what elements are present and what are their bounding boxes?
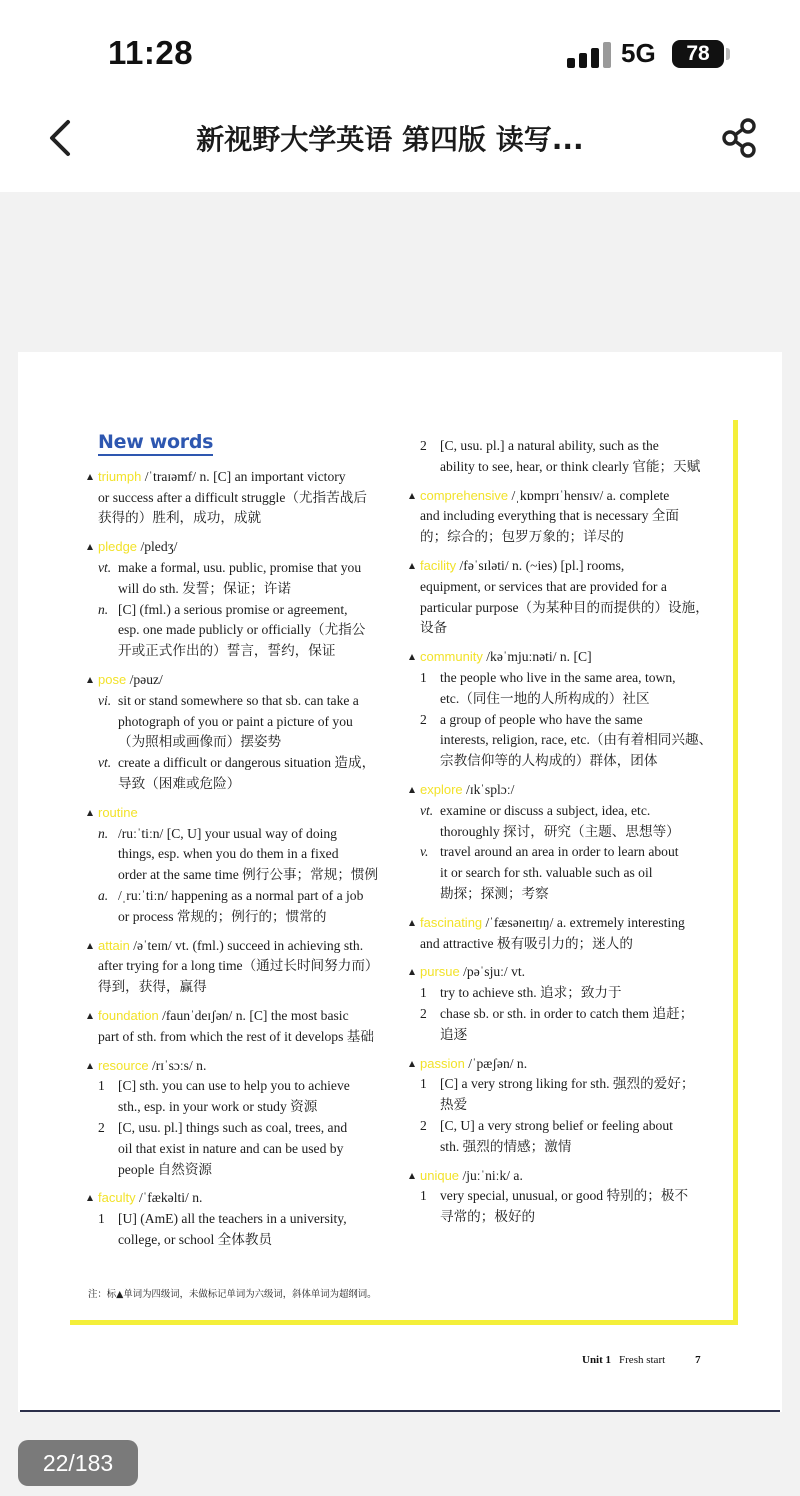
- part-of-speech: vt.: [98, 559, 112, 575]
- definition-text: [U] (AmE) all the teachers in a university,: [118, 1211, 347, 1227]
- definition-text: /ɪkˈsplɔː/: [462, 781, 515, 797]
- word-entry: [408, 556, 730, 639]
- headword-line: [86, 803, 398, 824]
- battery-icon: 78: [672, 40, 724, 68]
- definition-text: /fəˈsɪləti/ n. (~ies) [pl.] rooms,: [456, 557, 625, 573]
- definition-line: 导致（困难或危险）: [118, 775, 241, 791]
- triangle-marker-icon: [409, 920, 415, 926]
- sense-line: [86, 886, 398, 907]
- page-number: 7: [695, 1354, 701, 1366]
- sense-line: [408, 1074, 730, 1095]
- headword-line: [86, 537, 398, 558]
- part-of-speech: a.: [98, 887, 109, 903]
- definition-text: /pəˈsjuː/ vt.: [459, 964, 526, 980]
- headword: pose: [98, 671, 127, 687]
- sense-number: 1: [98, 1078, 105, 1094]
- sense-number: 2: [98, 1119, 105, 1135]
- headword: unique: [420, 1167, 460, 1183]
- definition-line: 得到，获得，赢得: [98, 979, 207, 995]
- status-bar: [0, 0, 800, 100]
- headword: comprehensive: [420, 487, 509, 503]
- headword: foundation: [98, 1007, 159, 1023]
- definition-line: 宗教信仰等的人构成的）群体，团体: [440, 753, 658, 769]
- word-entry: [86, 803, 398, 928]
- headword-line: [408, 913, 730, 934]
- definition-line: （为照相或画像而）摆姿势: [118, 734, 282, 750]
- word-entry: [408, 647, 730, 772]
- definition-text: /pledʒ/: [137, 539, 178, 555]
- definition-text: [C, U] a very strong belief or feeling about: [440, 1117, 673, 1133]
- page-frame-bottom: [70, 1320, 738, 1325]
- sense-number: 1: [420, 669, 427, 685]
- definition-text: /ˈpæʃən/ n.: [464, 1055, 528, 1071]
- word-entry: [86, 467, 398, 529]
- headword: passion: [420, 1055, 465, 1071]
- definition-line: esp. one made publicly or officially（尤指公: [118, 622, 366, 638]
- definition-text: /ˌruːˈtiːn/ happening as a normal part of a job: [118, 887, 364, 903]
- definition-text: the people who live in the same area, town,: [440, 669, 676, 685]
- definition-line: interests, religion, race, etc.（由有着相同兴趣、: [440, 732, 713, 748]
- chevron-left-icon: [42, 116, 82, 160]
- headword-line: [408, 962, 730, 983]
- definition-line: sth., esp. in your work or study 资源: [118, 1099, 318, 1115]
- back-button[interactable]: [42, 116, 82, 160]
- triangle-marker-icon: [87, 810, 93, 816]
- left-column: [86, 432, 398, 1259]
- triangle-marker-icon: [409, 1173, 415, 1179]
- sense-number: 2: [420, 1005, 427, 1021]
- headword-line: [86, 467, 398, 488]
- triangle-marker-icon: [409, 493, 415, 499]
- definition-text: /ˈfækəlti/ n.: [135, 1190, 203, 1206]
- page-footer: [582, 1354, 701, 1366]
- triangle-marker-icon: [87, 1013, 93, 1019]
- sense-line: [86, 824, 398, 845]
- headword-line: [86, 670, 398, 691]
- network-type: 5G: [621, 38, 656, 68]
- definition-text: [C] sth. you can use to help you to achieve: [118, 1078, 350, 1094]
- definition-text: [C] a very strong liking for sth. 强烈的爱好；: [440, 1076, 695, 1092]
- page-bottom-rule: [20, 1410, 780, 1412]
- headword: faculty: [98, 1190, 136, 1206]
- definition-text: very special, unusual, or good 特别的；极不: [440, 1188, 689, 1204]
- sense-line: [408, 1116, 730, 1137]
- status-time: 11:28: [108, 34, 194, 71]
- sense-line: [408, 983, 730, 1004]
- definition-line: 开或正式作出的）誓言，誓约，保证: [118, 643, 336, 659]
- part-of-speech: n.: [98, 601, 109, 617]
- page-frame-right: [733, 420, 738, 1324]
- headword-line: [408, 780, 730, 801]
- word-entry: [408, 780, 730, 905]
- definition-line: or success after a difficult struggle（尤指苦战后: [98, 489, 367, 505]
- triangle-marker-icon: [87, 474, 93, 480]
- headword: triumph: [98, 468, 142, 484]
- word-entry: [408, 913, 730, 955]
- triangle-marker-icon: [87, 677, 93, 683]
- word-entry: [86, 1188, 398, 1250]
- signal-icon: [567, 42, 611, 68]
- sense-number: 1: [420, 985, 427, 1001]
- word-entry: [408, 1054, 730, 1158]
- triangle-marker-icon: [87, 943, 93, 949]
- definition-line: ability to see, hear, or think clearly 官能；天赋: [440, 458, 701, 474]
- sense-line: [408, 1004, 730, 1025]
- share-icon: [718, 116, 762, 160]
- sense-line: [86, 753, 398, 774]
- sense-number: 1: [98, 1211, 105, 1227]
- headword-line: [86, 1056, 398, 1077]
- sense-number: 1: [420, 1188, 427, 1204]
- definition-text: /ˈfæsəneɪtɪŋ/ a. extremely interesting: [482, 914, 685, 930]
- definition-text: [C, usu. pl.] a natural ability, such as the: [440, 438, 659, 453]
- sense-line: [408, 668, 730, 689]
- word-entry: [86, 670, 398, 795]
- part-of-speech: vi.: [98, 692, 112, 708]
- definition-text: /rɪˈsɔːs/ n.: [148, 1057, 207, 1073]
- definition-text: make a formal, usu. public, promise that you: [118, 559, 362, 575]
- sense-number: 2: [420, 438, 427, 453]
- headword: pledge: [98, 539, 138, 555]
- word-entry: [86, 936, 398, 998]
- headword-line: [86, 936, 398, 957]
- sense-line: [86, 1209, 398, 1230]
- definition-line: or process 常规的；例行的；惯常的: [118, 908, 327, 924]
- definition-line: and attractive 极有吸引力的；迷人的: [420, 935, 633, 951]
- definition-line: people 自然资源: [118, 1161, 213, 1177]
- word-entry: [408, 1166, 730, 1228]
- definition-line: college, or school 全体教员: [118, 1231, 273, 1247]
- word-entry: [408, 436, 730, 478]
- headword-line: [408, 556, 730, 577]
- definition-text: try to achieve sth. 追求；致力于: [440, 985, 622, 1001]
- word-entry: [408, 486, 730, 548]
- part-of-speech: v.: [420, 844, 429, 860]
- definition-line: will do sth. 发誓；保证；许诺: [118, 580, 291, 596]
- section-heading: New words: [98, 432, 398, 453]
- share-button[interactable]: [718, 116, 762, 160]
- headword-line: [86, 1006, 398, 1027]
- definition-text: examine or discuss a subject, idea, etc.: [440, 802, 651, 818]
- triangle-marker-icon: [409, 654, 415, 660]
- definition-line: thoroughly 探讨，研究（主题、思想等）: [440, 823, 680, 839]
- part-of-speech: n.: [98, 825, 109, 841]
- definition-text: /ˌkɒmprɪˈhensɪv/ a. complete: [508, 487, 670, 503]
- word-entry: [408, 962, 730, 1045]
- definition-line: order at the same time 例行公事；常规；惯例: [118, 867, 379, 883]
- definition-text: /ruːˈtiːn/ [C, U] your usual way of doing: [118, 825, 337, 841]
- definition-text: chase sb. or sth. in order to catch them 追赶；: [440, 1005, 694, 1021]
- headword: explore: [420, 781, 463, 797]
- definition-line: and including everything that is necessary 全面: [420, 508, 679, 524]
- headword: pursue: [420, 964, 460, 980]
- triangle-marker-icon: [87, 1063, 93, 1069]
- vocabulary-note: 注：标▲单词为四级词，未做标记单词为六级词，斜体单词为超纲词。: [88, 1289, 377, 1300]
- headword-line: [408, 647, 730, 668]
- headword-line: [408, 486, 730, 507]
- left-entries: [86, 467, 398, 1251]
- definition-line: things, esp. when you do them in a fixed: [118, 846, 339, 862]
- definition-text: /faunˈdeɪʃən/ n. [C] the most basic: [158, 1007, 349, 1023]
- sense-line: [408, 801, 730, 822]
- sense-line: [408, 436, 730, 457]
- document-title: 新视野大学英语 第四版 读写...: [196, 123, 584, 156]
- definition-line: part of sth. from which the rest of it develops 基础: [98, 1028, 374, 1044]
- definition-text: /kəˈmjuːnəti/ n. [C]: [482, 649, 592, 665]
- definition-line: after trying for a long time（通过长时间努力而）: [98, 958, 379, 974]
- definition-text: create a difficult or dangerous situation 造成，: [118, 755, 376, 771]
- headword: routine: [98, 804, 138, 820]
- definition-line: sth. 强烈的情感；激情: [440, 1138, 572, 1154]
- definition-line: 获得的）胜利，成功，成就: [98, 510, 262, 526]
- sense-number: 1: [420, 1076, 427, 1092]
- sense-line: [86, 691, 398, 712]
- definition-text: [C] (fml.) a serious promise or agreement,: [118, 601, 348, 617]
- sense-line: [86, 1118, 398, 1139]
- word-entry: [86, 1006, 398, 1048]
- battery-tip: [726, 48, 730, 60]
- definition-text: a group of people who have the same: [440, 711, 643, 727]
- footer-unit-title: Fresh start: [619, 1354, 666, 1366]
- sense-line: [86, 600, 398, 621]
- definition-line: etc.（同住一地的人所构成的）社区: [440, 690, 650, 706]
- sense-line: [408, 842, 730, 863]
- definition-line: particular purpose（为某种目的而提供的）设施，: [420, 599, 709, 615]
- definition-text: [C, usu. pl.] things such as coal, trees, and: [118, 1119, 348, 1135]
- right-entries: [408, 436, 730, 1228]
- definition-line: 热爱: [440, 1097, 468, 1113]
- definition-text: /əˈteɪn/ vt. (fml.) succeed in achieving sth.: [129, 937, 364, 953]
- definition-line: 设备: [420, 620, 448, 636]
- part-of-speech: vt.: [98, 755, 112, 771]
- triangle-marker-icon: [87, 1195, 93, 1201]
- sense-line: [408, 1186, 730, 1207]
- headword: community: [420, 649, 483, 665]
- definition-line: 寻常的；极好的: [440, 1209, 536, 1225]
- headword: fascinating: [420, 914, 483, 930]
- definition-line: it or search for sth. valuable such as oil: [440, 865, 653, 881]
- sense-line: [86, 1076, 398, 1097]
- definition-line: 勘探；探测；考察: [440, 885, 549, 901]
- part-of-speech: vt.: [420, 802, 434, 818]
- definition-text: travel around an area in order to learn about: [440, 844, 679, 860]
- headword-line: [86, 1188, 398, 1209]
- definition-text: /juːˈniːk/ a.: [459, 1167, 523, 1183]
- triangle-marker-icon: [409, 969, 415, 975]
- headword: resource: [98, 1057, 149, 1073]
- definition-line: equipment, or services that are provided for a: [420, 578, 667, 594]
- headword: attain: [98, 937, 130, 953]
- headword: facility: [420, 557, 457, 573]
- triangle-marker-icon: [409, 563, 415, 569]
- triangle-marker-icon: [409, 787, 415, 793]
- definition-line: photograph of you or paint a picture of you: [118, 713, 353, 729]
- headword-line: [408, 1166, 730, 1187]
- headword-line: [408, 1054, 730, 1075]
- sense-line: [408, 710, 730, 731]
- definition-text: sit or stand somewhere so that sb. can take a: [118, 692, 359, 708]
- sense-number: 2: [420, 711, 427, 727]
- sense-line: [86, 558, 398, 579]
- page-counter: 22/183: [18, 1440, 138, 1486]
- word-entry: [86, 1056, 398, 1181]
- sense-number: 2: [420, 1117, 427, 1133]
- right-column: [408, 436, 730, 1236]
- triangle-marker-icon: [409, 1061, 415, 1067]
- definition-text: /pəuz/: [126, 671, 163, 687]
- nav-bar: [0, 100, 800, 192]
- definition-line: 的；综合的；包罗万象的；详尽的: [420, 529, 624, 545]
- definition-text: /ˈtraɪəmf/ n. [C] an important victory: [141, 468, 346, 484]
- definition-line: oil that exist in nature and can be used by: [118, 1140, 344, 1156]
- definition-line: 追逐: [440, 1026, 468, 1042]
- word-entry: [86, 537, 398, 662]
- footer-unit: Unit 1: [582, 1354, 612, 1366]
- triangle-marker-icon: [87, 544, 93, 550]
